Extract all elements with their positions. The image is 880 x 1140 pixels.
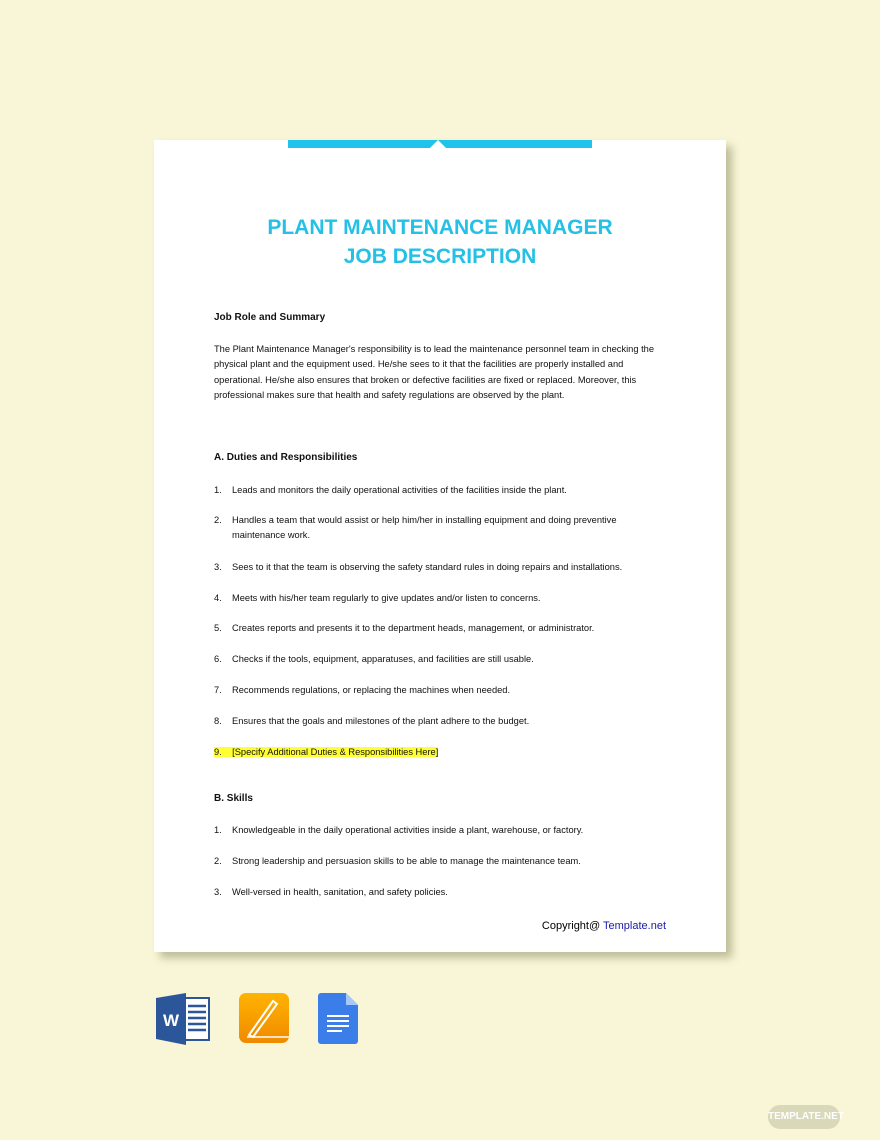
google-docs-icon[interactable] <box>318 993 360 1045</box>
item-text: [Specify Additional Duties & Responsibilities Here] <box>232 747 439 757</box>
document-page <box>154 140 726 952</box>
top-notch <box>430 140 446 148</box>
item-number: 5. <box>214 623 222 633</box>
duty-item-placeholder <box>214 745 670 760</box>
item-number: 2. <box>214 856 222 866</box>
item-number: 9. <box>214 747 222 757</box>
duties-heading: A. Duties and Responsibilities <box>214 452 358 463</box>
item-text: Knowledgeable in the daily operational activities inside a plant, warehouse, or factory. <box>232 825 584 835</box>
item-number: 3. <box>214 562 222 572</box>
document-title <box>154 213 726 271</box>
duty-item <box>214 560 670 575</box>
skills-heading: B. Skills <box>214 793 253 804</box>
svg-text:W: W <box>162 1011 180 1030</box>
duty-item <box>214 591 670 606</box>
item-number: 4. <box>214 593 222 603</box>
item-text: Well-versed in health, sanitation, and safety policies. <box>232 887 448 897</box>
item-text: Strong leadership and persuasion skills to be able to manage the maintenance team. <box>232 856 581 866</box>
duty-item <box>214 483 670 498</box>
skill-item <box>214 885 670 900</box>
copyright <box>542 920 666 932</box>
item-text: Sees to it that the team is observing the safety standard rules in doing repairs and installations. <box>232 562 623 572</box>
duty-item <box>214 621 670 636</box>
item-number: 2. <box>214 515 222 525</box>
item-text: Meets with his/her team regularly to give updates and/or listen to concerns. <box>232 593 541 603</box>
item-text: Ensures that the goals and milestones of the plant adhere to the budget. <box>232 716 530 726</box>
skill-item <box>214 854 670 869</box>
item-number: 8. <box>214 716 222 726</box>
item-text: Handles a team that would assist or help him/her in installing equipment and doing preventive maintenance work. <box>232 515 617 541</box>
copyright-prefix: Copyright@ <box>541 920 604 932</box>
summary-heading: Job Role and Summary <box>214 312 326 323</box>
item-number: 1. <box>214 485 222 495</box>
item-text: Checks if the tools, equipment, apparatuses, and facilities are still usable. <box>232 654 534 664</box>
title-line-2: JOB DESCRIPTION <box>343 245 537 268</box>
summary-text: The Plant Maintenance Manager's responsibility is to lead the maintenance personnel team in checking the physical plant and the equipment used. He/she sees to it that the facilities are properly installed and operational. He/she also ensures that broken or defective facilities are fixed or replaced. Moreover, this professional makes sure that health and safety regulations are observed by the plant. <box>214 344 655 401</box>
item-text: Creates reports and presents it to the department heads, management, or administrator. <box>232 623 595 633</box>
item-number: 7. <box>214 685 222 695</box>
duty-item <box>214 513 670 544</box>
pages-icon[interactable] <box>239 993 291 1045</box>
item-text: Leads and monitors the daily operational activities of the facilities inside the plant. <box>232 485 567 495</box>
duty-item <box>214 683 670 698</box>
item-number: 6. <box>214 654 222 664</box>
skill-item <box>214 823 670 838</box>
watermark-badge: TEMPLATE.NET <box>768 1105 840 1129</box>
item-text: Recommends regulations, or replacing the machines when needed. <box>232 685 511 695</box>
word-icon[interactable] <box>156 993 210 1045</box>
title-line-1: PLANT MAINTENANCE MANAGER <box>267 216 613 239</box>
copyright-link[interactable]: Template.net <box>603 920 666 932</box>
item-number: 1. <box>214 825 222 835</box>
item-number: 3. <box>214 887 222 897</box>
duty-item <box>214 714 670 729</box>
duty-item <box>214 652 670 667</box>
